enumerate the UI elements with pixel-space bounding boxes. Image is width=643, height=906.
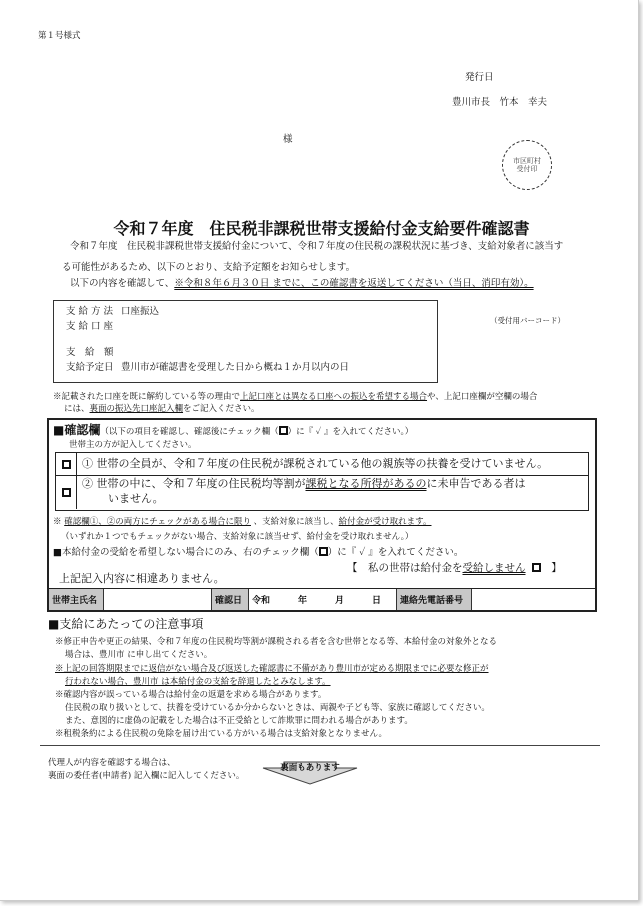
payment-date-value: 豊川市が確認書を受理した日から概ね１か月以内の日: [121, 362, 350, 373]
payment-info-box: [53, 300, 438, 383]
checkbox-sample-icon: [279, 426, 288, 435]
month-label: 月: [335, 596, 345, 606]
deadline-text: ※令和８年６月３０日 までに、この確認書を返送してください（当日、消印有効）。: [174, 278, 534, 289]
intro-prefix: 以下の内容を確認して、: [70, 278, 175, 289]
confirm-item-1: [56, 453, 588, 476]
reverse-side-label: 裏面もあります: [280, 763, 340, 773]
caution-3b: 住民税の取り扱いとして、扶養を受けているか分からないときは、両親や子ども等、家族に確認してください。: [65, 703, 490, 713]
cautions-heading: ■支給にあたっての注意事項: [48, 617, 204, 631]
intro-line-1: 令和７年度 住民税非課税世帯支援給付金について、令和７年度の住民税の課税状況に基づき、支給対象者に該当す: [70, 241, 564, 252]
item-2-text: [82, 478, 526, 490]
day-label: 日: [372, 596, 382, 606]
item-text: に未申告である者は: [426, 477, 526, 490]
checkbox-sample-icon: [319, 547, 328, 556]
year-label: 年: [298, 596, 308, 606]
issue-date-label: 発行日: [465, 72, 494, 83]
confirm-subtext: 世帯主の方が記入してください。: [69, 440, 197, 450]
intro-line-3: [70, 278, 534, 290]
note-underlined: 給付金が受け取れます。: [338, 517, 432, 527]
account-note-1: [53, 391, 537, 403]
payment-method-label: 支 給 方 法: [66, 306, 114, 317]
note-text: には、: [64, 404, 90, 414]
caution-3c: また、意図的に虚偽の記載をした場合は不正受給として詐欺罪に問われる場合があります。: [65, 716, 413, 726]
confirm-note-1: [53, 516, 431, 528]
decline-text: ■本給付金の受給を希望しない場合にのみ、右のチェック欄（: [53, 547, 319, 558]
form-number: 第１号様式: [38, 31, 81, 41]
item-2-text-cont: いません。: [108, 492, 164, 505]
page-title: 令和７年度 住民税非課税世帯支援給付金支給要件確認書: [113, 219, 530, 238]
note-underlined: 裏面の振込先口座記入欄: [89, 404, 184, 414]
caution-2a: ※上記の回答期限までに返信がない場合及び返送した確認書に不備があり豊川市が定める期限までに必要な修正が: [55, 664, 489, 674]
item-1-text: ① 世帯の全員が、令和７年度の住民税が課税されている他の親族等の扶養を受けていません。: [82, 457, 549, 470]
phone-label: 連絡先電話番号: [397, 589, 472, 610]
date-field[interactable]: [249, 589, 397, 610]
reception-stamp: [502, 140, 552, 190]
caution-1a: ※修正申告や更正の結果、令和７年度の住民税均等割が課税される者を含む世帯となる等、本給付金の対象外となる: [55, 637, 498, 647]
item-text: ② 世帯の中に、令和７年度の住民税均等割が: [82, 477, 306, 490]
signature-row: [49, 588, 595, 610]
declaration: 上記記入内容に相違ありません。: [59, 572, 225, 585]
confirm-note: （以下の項目を確認し、確認後にチェック欄（: [100, 427, 279, 437]
decline-underlined: 受給しません: [462, 562, 526, 574]
account-note-2: [64, 403, 260, 415]
note-text: をご記入ください。: [183, 404, 260, 414]
agent-line-1: 代理人が内容を確認する場合は、: [48, 758, 176, 768]
addressee-suffix: 様: [283, 134, 293, 145]
intro-line-2: る可能性があるため、以下のとおり、支給予定額をお知らせします。: [62, 262, 356, 273]
note-text: や、上記口座欄が空欄の場合: [427, 392, 538, 402]
confirm-item-2: [56, 475, 588, 509]
item-underlined: 課税となる所得があるの: [305, 477, 427, 490]
name-field[interactable]: [104, 589, 212, 610]
confirm-heading: ■確認欄: [53, 423, 101, 437]
confirm-items-table: [55, 452, 589, 511]
payment-account-label: 支 給 口 座: [66, 321, 114, 332]
stamp-line-1: 市区町村: [513, 157, 541, 165]
divider: [40, 745, 600, 746]
confirm-note: ）に『 ✓ 』を入れてください。）: [287, 427, 414, 437]
note-text: ※: [53, 517, 65, 527]
decline-text: 【 私の世帯は給付金を: [347, 562, 463, 574]
era-label: 令和: [252, 596, 271, 606]
payment-method-value: 口座振込: [121, 306, 160, 317]
decline-checkbox[interactable]: [532, 563, 541, 572]
decline-bracket: 】: [551, 562, 562, 574]
name-label: 世帯主氏名: [49, 589, 104, 610]
phone-field[interactable]: [472, 589, 594, 610]
agent-line-2: 裏面の委任者(申請者) 記入欄に記入してください。: [48, 771, 245, 781]
item-1-checkbox[interactable]: [62, 460, 71, 469]
date-label: 確認日: [212, 589, 249, 610]
confirm-heading-line: [53, 424, 413, 438]
caution-3a: ※確認内容が誤っている場合は給付金の返還を求める場合があります。: [55, 690, 327, 700]
note-underlined: 上記口座とは異なる口座への振込を希望する場合: [240, 392, 428, 402]
confirmation-section: [47, 418, 597, 612]
caution-2b: 行われない場合、豊川市 は本給付金の支給を辞退したとみなします。: [65, 677, 331, 687]
decline-instruction: [53, 547, 463, 559]
mayor-name: 豊川市長 竹本 幸夫: [452, 97, 548, 108]
caution-4: ※租税条約による住民税の免除を届け出ている方がいる場合は支給対象となりません。: [55, 729, 388, 739]
note-text: ※記載された口座を既に解約している等の理由で: [53, 392, 241, 402]
stamp-line-2: 受付印: [516, 165, 538, 173]
payment-amount-label: 支 給 額: [66, 347, 114, 358]
item-2-checkbox[interactable]: [62, 488, 71, 497]
payment-date-label: 支給予定日: [66, 362, 114, 373]
caution-1b: 場合は、豊川市 に申し出てください。: [65, 650, 213, 660]
decline-option: [347, 562, 562, 574]
barcode-label: （受付用バーコード）: [490, 316, 565, 325]
confirm-note-2: （いずれか１つでもチェックがない場合、支給対象に該当せず、給付金を受け取れません。）: [61, 532, 414, 542]
decline-text: ）に『 ✓ 』を入れてください。: [327, 547, 464, 558]
note-underlined: 確認欄①、②の両方にチェックがある場合に限り: [64, 517, 251, 527]
note-text: 、支給対象に該当し、: [250, 517, 339, 527]
